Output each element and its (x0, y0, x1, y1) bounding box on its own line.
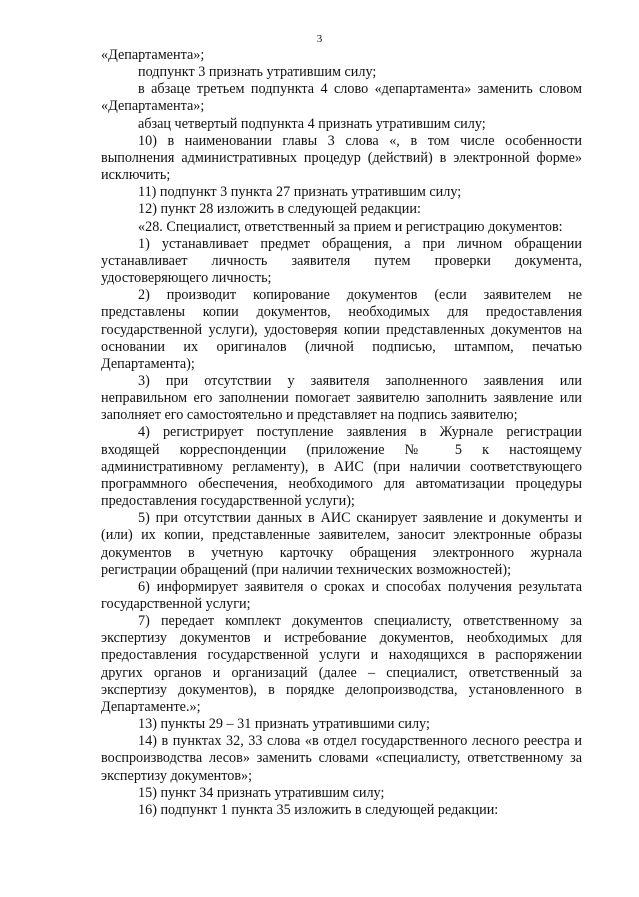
paragraph: подпункт 3 признать утратившим силу; (138, 64, 377, 81)
document-body (101, 47, 582, 819)
paragraph: 11) подпункт 3 пункта 27 признать утратившим силу; (138, 184, 462, 201)
paragraph: 3) при отсутствии у заявителя заполненного заявления или неправильном его заполнении помогает заявителю заполнить заявление или заполняет его самостоятельно и представляет на подпись заявителю; (101, 372, 582, 424)
paragraph: абзац четвертый подпункта 4 признать утратившим силу; (138, 115, 486, 132)
paragraph: 4) регистрирует поступление заявления в Журнале регистрации входящей корреспонденции (приложение № 5 к настоящему административному регламенту), в АИС (при наличии соответствующего программного обеспечения, необходимого для автоматизации процедуры предоставления государственной услуги); (101, 424, 582, 510)
paragraph: 7) передает комплект документов специалисту, ответственному за экспертизу документов и истребование документов, необходимых для предоставления государственной услуги и находящихся в распоряжении других органов и организаций (далее – специалист, ответственный за экспертизу документов), в порядке делопроизводства, установленного в Департаменте.»; (101, 613, 582, 715)
paragraph: 5) при отсутствии данных в АИС сканирует заявление и документы и (или) их копии, представленные заявителем, заносит электронные образы документов в учетную карточку обращения электронного журнала регистрации обращений (при наличии технических возможностей); (101, 510, 582, 578)
paragraph: 15) пункт 34 признать утратившим силу; (138, 784, 385, 801)
paragraph: 14) в пунктах 32, 33 слова «в отдел государственного лесного реестра и воспроизводства лесов» заменить словами «специалисту, ответственному за экспертизу документов»; (101, 733, 582, 784)
paragraph: 16) подпункт 1 пункта 35 изложить в следующей редакции: (138, 801, 499, 818)
paragraph: «28. Специалист, ответственный за прием и регистрацию документов: (138, 218, 563, 235)
paragraph: 13) пункты 29 – 31 признать утратившими силу; (138, 716, 430, 733)
paragraph: 10) в наименовании главы 3 слова «, в том числе особенности выполнения административных процедур (действий) в электронной форме» исключить; (101, 132, 582, 184)
paragraph: 2) производит копирование документов (если заявителем не представлены копии документов, необходимых для предоставления государственной услуги), удостоверяя копии представленных документов на основании их оригиналов (личной подписью, штампом, печатью Департамента); (101, 287, 582, 372)
paragraph: 6) информирует заявителя о сроках и способах получения результата государственной услуги; (101, 578, 582, 612)
paragraph: «Департамента»; (101, 47, 205, 63)
paragraph: 12) пункт 28 изложить в следующей редакции: (138, 201, 421, 218)
paragraph: в абзаце третьем подпункта 4 слово «департамента» заменить словом «Департамента»; (101, 81, 582, 115)
page-number: 3 (316, 33, 323, 45)
paragraph: 1) устанавливает предмет обращения, а при личном обращении устанавливает личность заявителя путем проверки документа, удостоверяющего личность; (101, 235, 582, 287)
